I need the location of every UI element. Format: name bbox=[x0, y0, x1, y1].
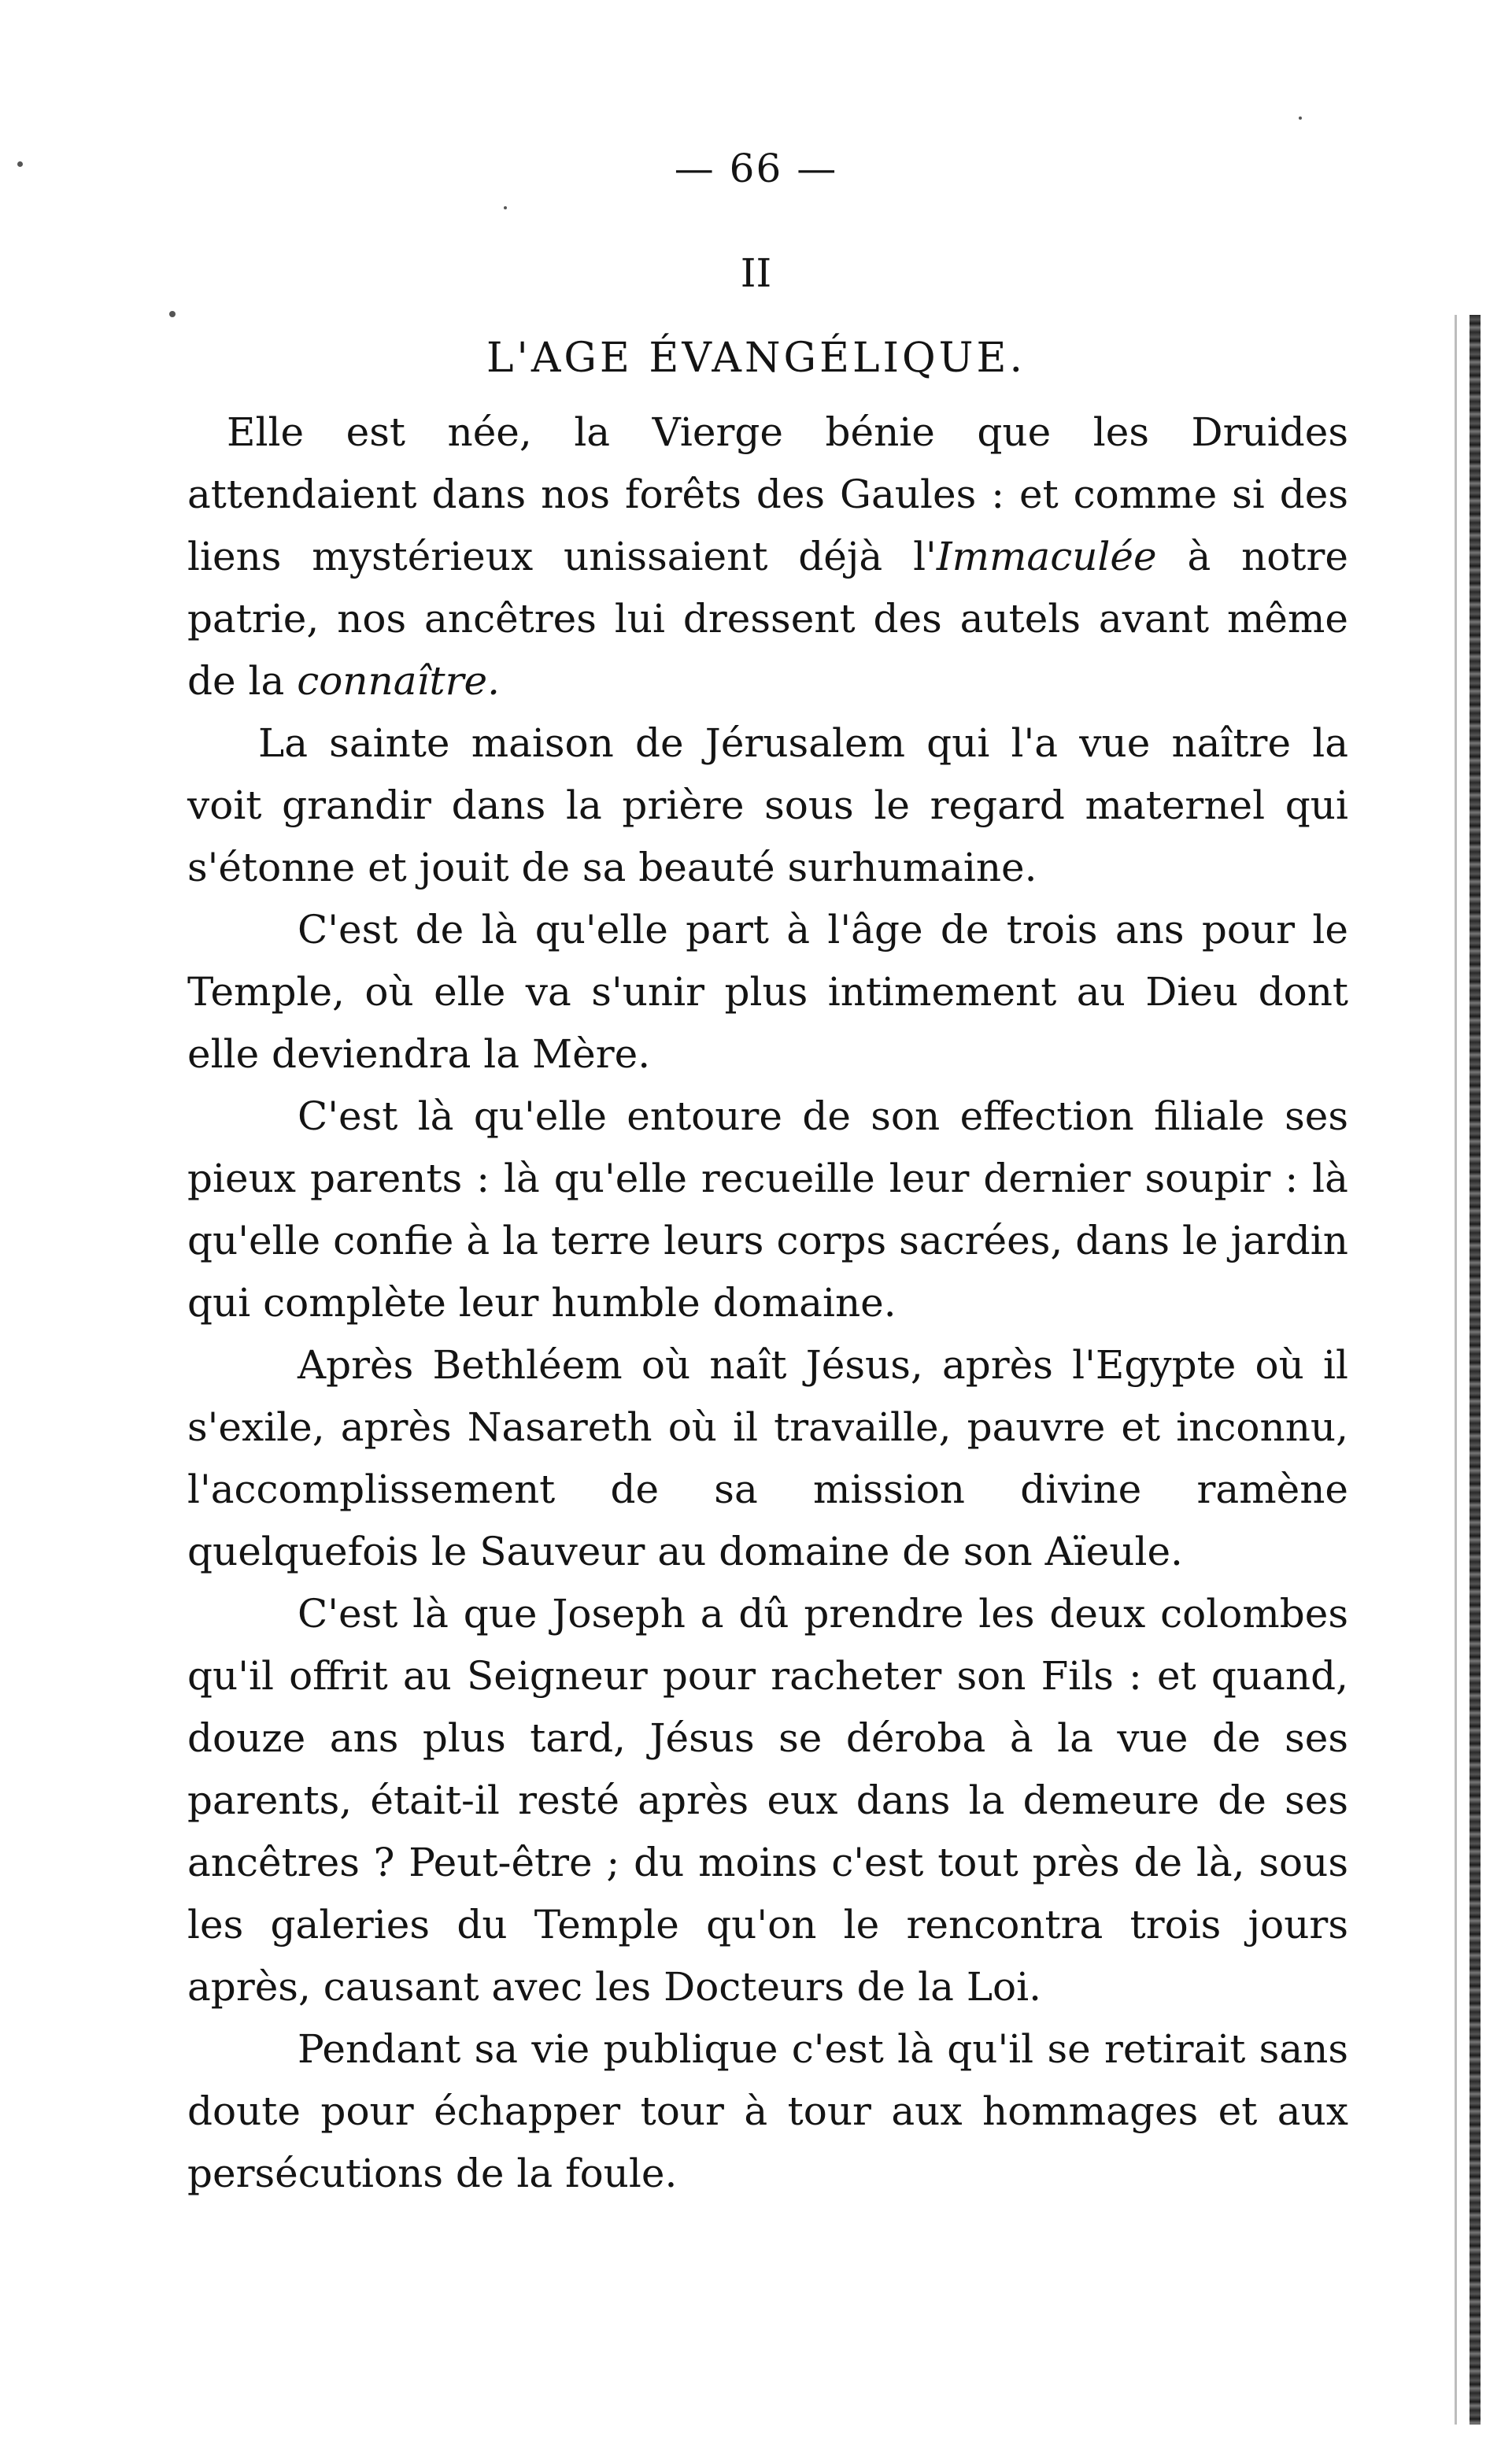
paragraph-1-italic-end: connaître. bbox=[297, 658, 500, 704]
page-edge-shadow bbox=[1469, 315, 1481, 2425]
scan-speck bbox=[504, 206, 507, 209]
scan-speck bbox=[17, 161, 23, 167]
scan-speck bbox=[1299, 117, 1302, 120]
paragraph-3: C'est de là qu'elle part à l'âge de trois ans pour le Temple, où elle va s'unir plus intimement au Dieu dont elle deviendra la Mère. bbox=[187, 907, 1348, 1077]
chapter-title: L'AGE ÉVANGÉLIQUE. bbox=[486, 335, 1026, 382]
paragraph-1-text-a: Elle est née, la Vierge bénie que les Druides attendaient dans nos forêts des Gaules : et comme si des liens mystérieux unissaient déjà l' bbox=[187, 409, 1348, 579]
paragraph-1-text-b: à notre patrie, nos ancêtres lui dressent des autels avant même de la bbox=[187, 534, 1348, 704]
body-text bbox=[187, 401, 1348, 2205]
section-number: II bbox=[740, 250, 772, 296]
scan-speck bbox=[169, 311, 176, 317]
paragraph-2: La sainte maison de Jérusalem qui l'a vue naître la voit grandir dans la prière sous le regard maternel qui s'étonne et jouit de sa beauté surhumaine. bbox=[187, 720, 1348, 890]
paragraph-1 bbox=[187, 401, 1348, 712]
page-edge-line bbox=[1455, 315, 1457, 2425]
paragraph-7: Pendant sa vie publique c'est là qu'il se retirait sans doute pour échapper tour à tour aux hommages et aux persécutions de la foule. bbox=[187, 2026, 1348, 2196]
paragraph-1-italic-term: Immaculée bbox=[936, 534, 1157, 579]
page-number: — 66 — bbox=[674, 146, 838, 191]
paragraph-4: C'est là qu'elle entoure de son effection filiale ses pieux parents : là qu'elle recueille leur dernier soupir : là qu'elle confie à la terre leurs corps sacrées, dans le jardin qui complète leur humble domaine. bbox=[187, 1093, 1348, 1326]
paragraph-6: C'est là que Joseph a dû prendre les deux colombes qu'il offrit au Seigneur pour racheter son Fils : et quand, douze ans plus tard, Jésus se déroba à la vue de ses parents, était-il resté après eux dans la demeure de ses ancêtres ? Peut-être ; du moins c'est tout près de là, sous les galeries du Temple qu'on le rencontra trois jours après, causant avec les Docteurs de la Loi. bbox=[187, 1591, 1348, 2010]
paragraph-5: Après Bethléem où naît Jésus, après l'Egypte où il s'exile, après Nasareth où il travaille, pauvre et inconnu, l'accomplissement de sa mission divine ramène quelquefois le Sauveur au domaine de son Aïeule. bbox=[187, 1342, 1348, 1574]
